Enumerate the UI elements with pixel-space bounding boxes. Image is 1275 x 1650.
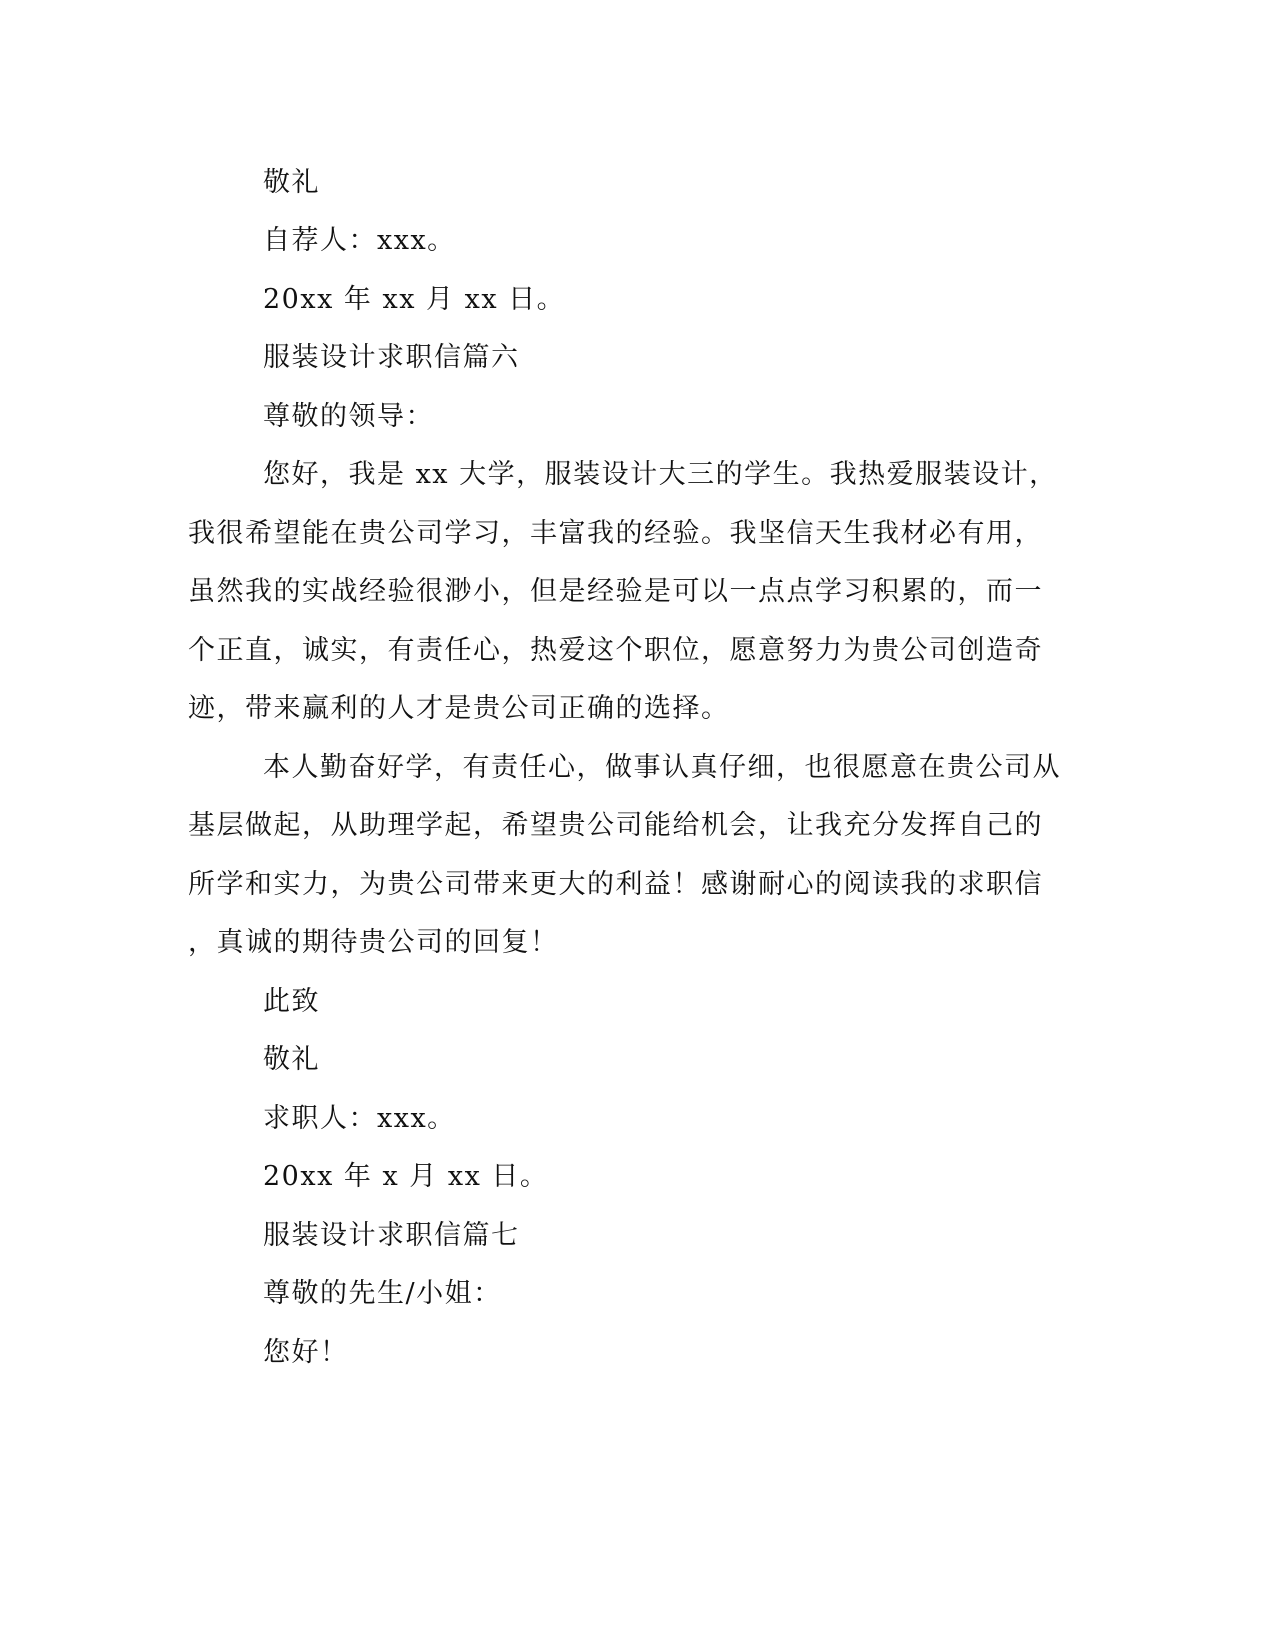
hello-line: 您好！ — [263, 1337, 349, 1368]
paragraph-1-line-1: 您好，我是 xx 大学，服装设计大三的学生。我热爱服装设计， — [263, 459, 1058, 490]
closing-salutation-2: 敬礼 — [263, 1044, 320, 1075]
letter-date: 20xx 年 xx 月 xx 日。 — [263, 284, 566, 315]
section-heading-six: 服装设计求职信篇六 — [263, 342, 520, 373]
paragraph-2-line-3: 所学和实力，为贵公司带来更大的利益！感谢耐心的阅读我的求职信 — [188, 869, 1043, 900]
greeting-leader: 尊敬的领导： — [263, 401, 434, 432]
closing-salutation: 敬礼 — [263, 167, 320, 198]
paragraph-1-line-5: 迹，带来赢利的人才是贵公司正确的选择。 — [188, 693, 730, 724]
section-heading-seven: 服装设计求职信篇七 — [263, 1220, 520, 1251]
paragraph-2-line-2: 基层做起，从助理学起，希望贵公司能给机会，让我充分发挥自己的 — [188, 810, 1043, 841]
paragraph-1-line-2: 我很希望能在贵公司学习，丰富我的经验。我坚信天生我材必有用， — [188, 518, 1043, 549]
paragraph-1-line-4: 个正直，诚实，有责任心，热爱这个职位，愿意努力为贵公司创造奇 — [188, 635, 1043, 666]
paragraph-2-line-4: ，真诚的期待贵公司的回复！ — [188, 927, 559, 958]
signature-recommender: 自荐人：xxx。 — [263, 225, 456, 256]
signature-applicant: 求职人：xxx。 — [263, 1103, 456, 1134]
greeting-sir-madam: 尊敬的先生/小姐： — [263, 1278, 502, 1309]
paragraph-1-line-3: 虽然我的实战经验很渺小，但是经验是可以一点点学习积累的，而一 — [188, 576, 1043, 607]
closing-phrase: 此致 — [263, 986, 320, 1017]
paragraph-2-line-1: 本人勤奋好学，有责任心，做事认真仔细，也很愿意在贵公司从 — [263, 752, 1061, 783]
letter-date-2: 20xx 年 x 月 xx 日。 — [263, 1161, 549, 1192]
